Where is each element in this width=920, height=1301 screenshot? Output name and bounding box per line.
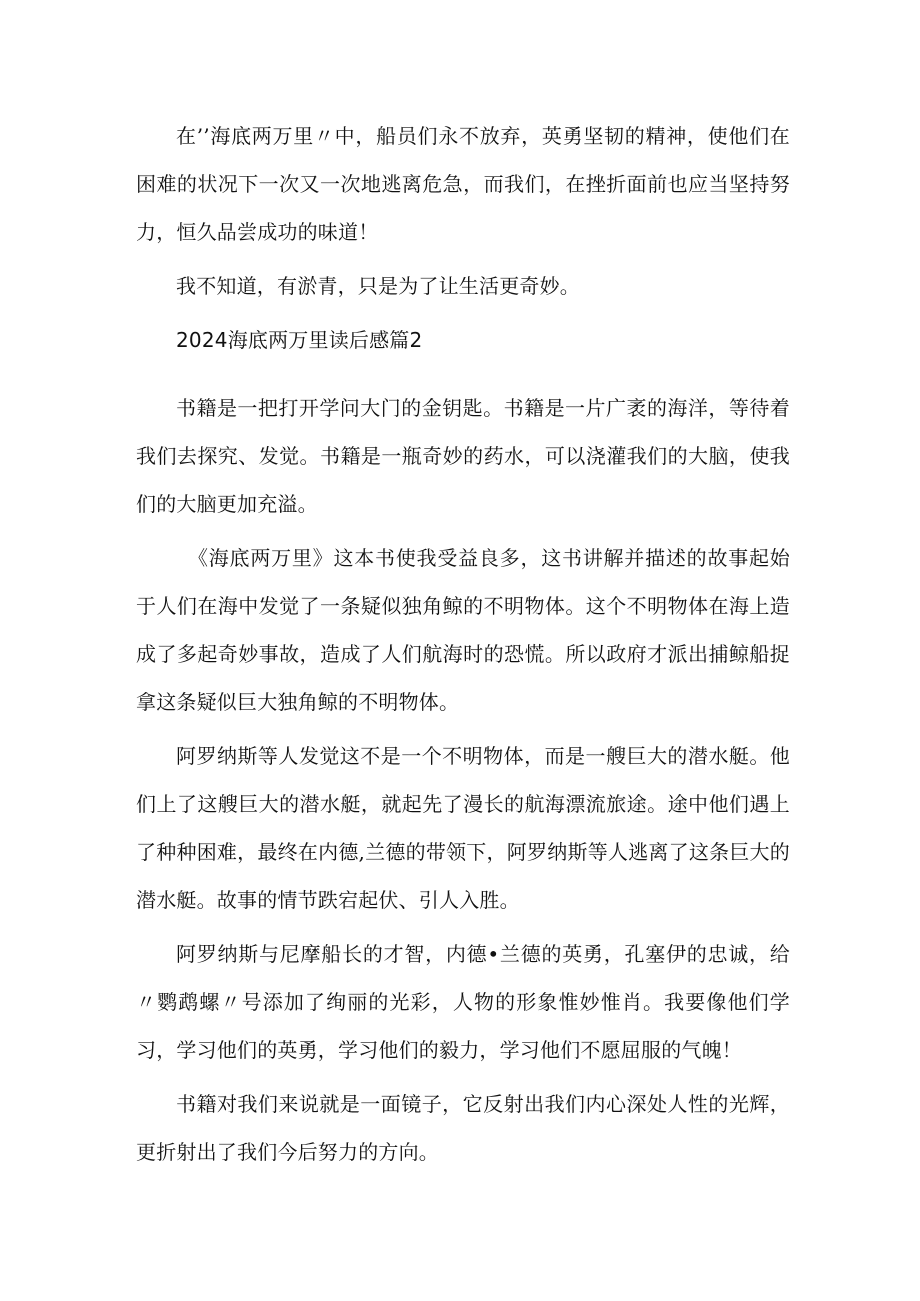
paragraph: 《海底两万里》这本书使我受益良多，这书讲解并描述的故事起始于人们在海中发觉了一条疑似独角鲸的不明物体。这个不明物体在海上造成了多起奇妙事故，造成了人们航海时的恐慌。所以政府才派出捕鲸船捉拿这条疑似巨大独角鲸的不明物体。 bbox=[136, 546, 790, 714]
paragraph: 我不知道，有淤青，只是为了让生活更奇妙。 bbox=[176, 274, 580, 298]
section-heading: 2024海底两万里读后感篇2 bbox=[176, 328, 423, 352]
paragraph: 阿罗纳斯等人发觉这不是一个不明物体，而是一艘巨大的潜水艇。他们上了这艘巨大的潜水艇，就起先了漫长的航海漂流旅途。途中他们遇上了种种困难，最终在内德,兰德的带领下，阿罗纳斯等人逃离了这条巨大的潜水艇。故事的情节跌宕起伏、引人入胜。 bbox=[136, 744, 790, 912]
paragraph: 书籍是一把打开学问大门的金钥匙。书籍是一片广袤的海洋，等待着我们去探究、发觉。书籍是一瓶奇妙的药水，可以浇灌我们的大脑，使我们的大脑更加充溢。 bbox=[136, 396, 790, 516]
paragraph: 阿罗纳斯与尼摩船长的才智，内德•兰德的英勇，孔塞伊的忠诚，给〃鹦鹉螺〃号添加了绚丽的光彩，人物的形象惟妙惟肖。我要像他们学习，学习他们的英勇，学习他们的毅力，学习他们不愿屈服的气魄！ bbox=[136, 942, 790, 1062]
paragraph: 在’’海底两万里〃中，船员们永不放弃，英勇坚韧的精神，使他们在困难的状况下一次又一次地逃离危急，而我们，在挫折面前也应当坚持努力，恒久品尝成功的味道！ bbox=[136, 124, 790, 244]
paragraph: 书籍对我们来说就是一面镜子，它反射出我们内心深处人性的光辉，更折射出了我们今后努力的方向。 bbox=[136, 1092, 790, 1164]
document-body bbox=[136, 112, 790, 1182]
